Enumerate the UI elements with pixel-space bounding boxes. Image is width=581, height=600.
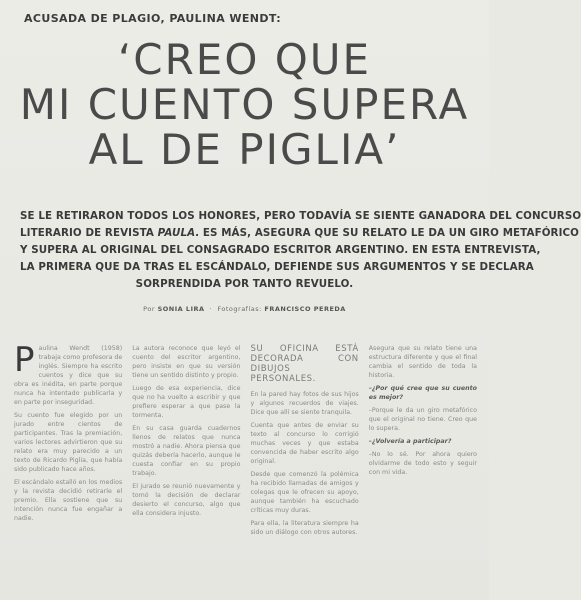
- article-byline: Por SONIA LIRA · Fotografías: FRANCISCO PEREDA: [143, 305, 346, 313]
- paragraph: Para ella, la literatura siempre ha sido un diálogo con otros autores.: [250, 520, 359, 536]
- article-headline: [14, 37, 475, 172]
- deck-line-2-a: LITERARIO DE REVISTA: [20, 227, 158, 239]
- headline-line-2: MI CUENTO SUPERA: [19, 80, 470, 129]
- article-deck: [20, 208, 581, 293]
- body-column-3: [251, 344, 359, 600]
- interview-question: –¿Volvería a participar?: [368, 438, 452, 445]
- headline-line-3: AL DE PIGLIA’: [88, 125, 401, 174]
- deck-line-3: Y SUPERA AL ORIGINAL DEL CONSAGRADO ESCRITOR ARGENTINO. EN ESTA ENTREVISTA,: [20, 244, 541, 256]
- body-column-1: [14, 340, 123, 600]
- paragraph: Luego de esa experiencia, dice que no ha vuelto a escribir y que prefiere esperar a que pase la tormenta.: [132, 385, 241, 419]
- paragraph: –No lo sé. Por ahora quiero olvidarme de todo esto y seguir con mi vida.: [368, 451, 477, 476]
- paragraph: En su casa guarda cuadernos llenos de relatos que nunca mostró a nadie. Ahora piensa que quizás debería hacerlo, aunque le cuesta confiar en su propio trabajo.: [132, 425, 241, 477]
- deck-line-2: [20, 225, 580, 242]
- paragraph: Asegura que su relato tiene una estructura diferente y que el final cambia el sentido de toda la historia.: [368, 345, 477, 379]
- paragraph: –Porque le da un giro metafórico que el original no tiene. Creo que lo supera.: [368, 407, 477, 432]
- paragraph: Su cuento fue elegido por un jurado entre cientos de participantes. Tras la premiación, varios lectores advirtieron que su relato era muy parecido a un texto de Ricardo Piglia, que había sido publicado hace años.: [14, 412, 123, 473]
- paragraph: El jurado se reunió nuevamente y tomó la decisión de declarar desierto el concurso, algo que ella considera injusto.: [132, 483, 241, 517]
- interview-question: –¿Por qué cree que su cuento es mejor?: [368, 385, 477, 401]
- paragraph: En la pared hay fotos de sus hijos y algunos recuerdos de viajes. Dice que allí se siente tranquila.: [250, 391, 359, 416]
- paragraph: Desde que comenzó la polémica ha recibido llamadas de amigos y colegas que le ofrecen su apoyo, aunque también ha escuchado críticas muy duras.: [250, 471, 359, 514]
- deck-line-1: SE LE RETIRARON TODOS LOS HONORES, PERO TODAVÍA SE SIENTE GANADORA DEL CONCURSO: [20, 210, 581, 222]
- byline-author: SONIA LIRA: [157, 305, 205, 313]
- pull-quote: SU OFICINA ESTÁ DECORADA CON DIBUJOS PERSONALES.: [250, 344, 359, 384]
- body-column-2: [132, 344, 240, 600]
- body-column-4: [369, 344, 477, 600]
- deck-magazine-name: PAULA: [157, 227, 196, 239]
- paragraph: El escándalo estalló en los medios y la revista decidió retirarle el premio. Ella sostiene que su intención nunca fue engañar a nadie.: [14, 479, 123, 522]
- article-body: [14, 340, 477, 600]
- byline-author-prefix: Por: [143, 305, 158, 313]
- paragraph-text: aulina Wendt (1958) trabaja como profesora de inglés. Siempre ha escrito cuentos y dice que su obra es inédita, en parte porque nunca ha intentado publicarla y en parte por inseguridad.: [14, 345, 123, 406]
- article-kicker: ACUSADA DE PLAGIO, PAULINA WENDT:: [24, 12, 282, 25]
- deck-line-5: SORPRENDIDA POR TANTO REVUELO.: [135, 278, 354, 290]
- deck-line-2-c: . ES MÁS, ASEGURA QUE SU RELATO LE DA UN GIRO METAFÓRICO: [195, 227, 580, 239]
- paragraph: [14, 340, 123, 407]
- byline-photographer: FRANCISCO PEREDA: [264, 305, 346, 313]
- byline-photo-prefix: Fotografías:: [217, 305, 265, 313]
- deck-line-4: LA PRIMERA QUE DA TRAS EL ESCÁNDALO, DEFIENDE SUS ARGUMENTOS Y SE DECLARA: [20, 261, 534, 273]
- drop-cap: P: [14, 340, 35, 380]
- paragraph: Cuenta que antes de enviar su texto al concurso lo corrigió muchas veces y que estaba convencida de haber escrito algo original.: [250, 422, 359, 465]
- paragraph: La autora reconoce que leyó el cuento del escritor argentino, pero insiste en que su versión tiene un sentido distinto y propio.: [132, 345, 241, 379]
- headline-line-1: ‘CREO QUE: [117, 35, 372, 84]
